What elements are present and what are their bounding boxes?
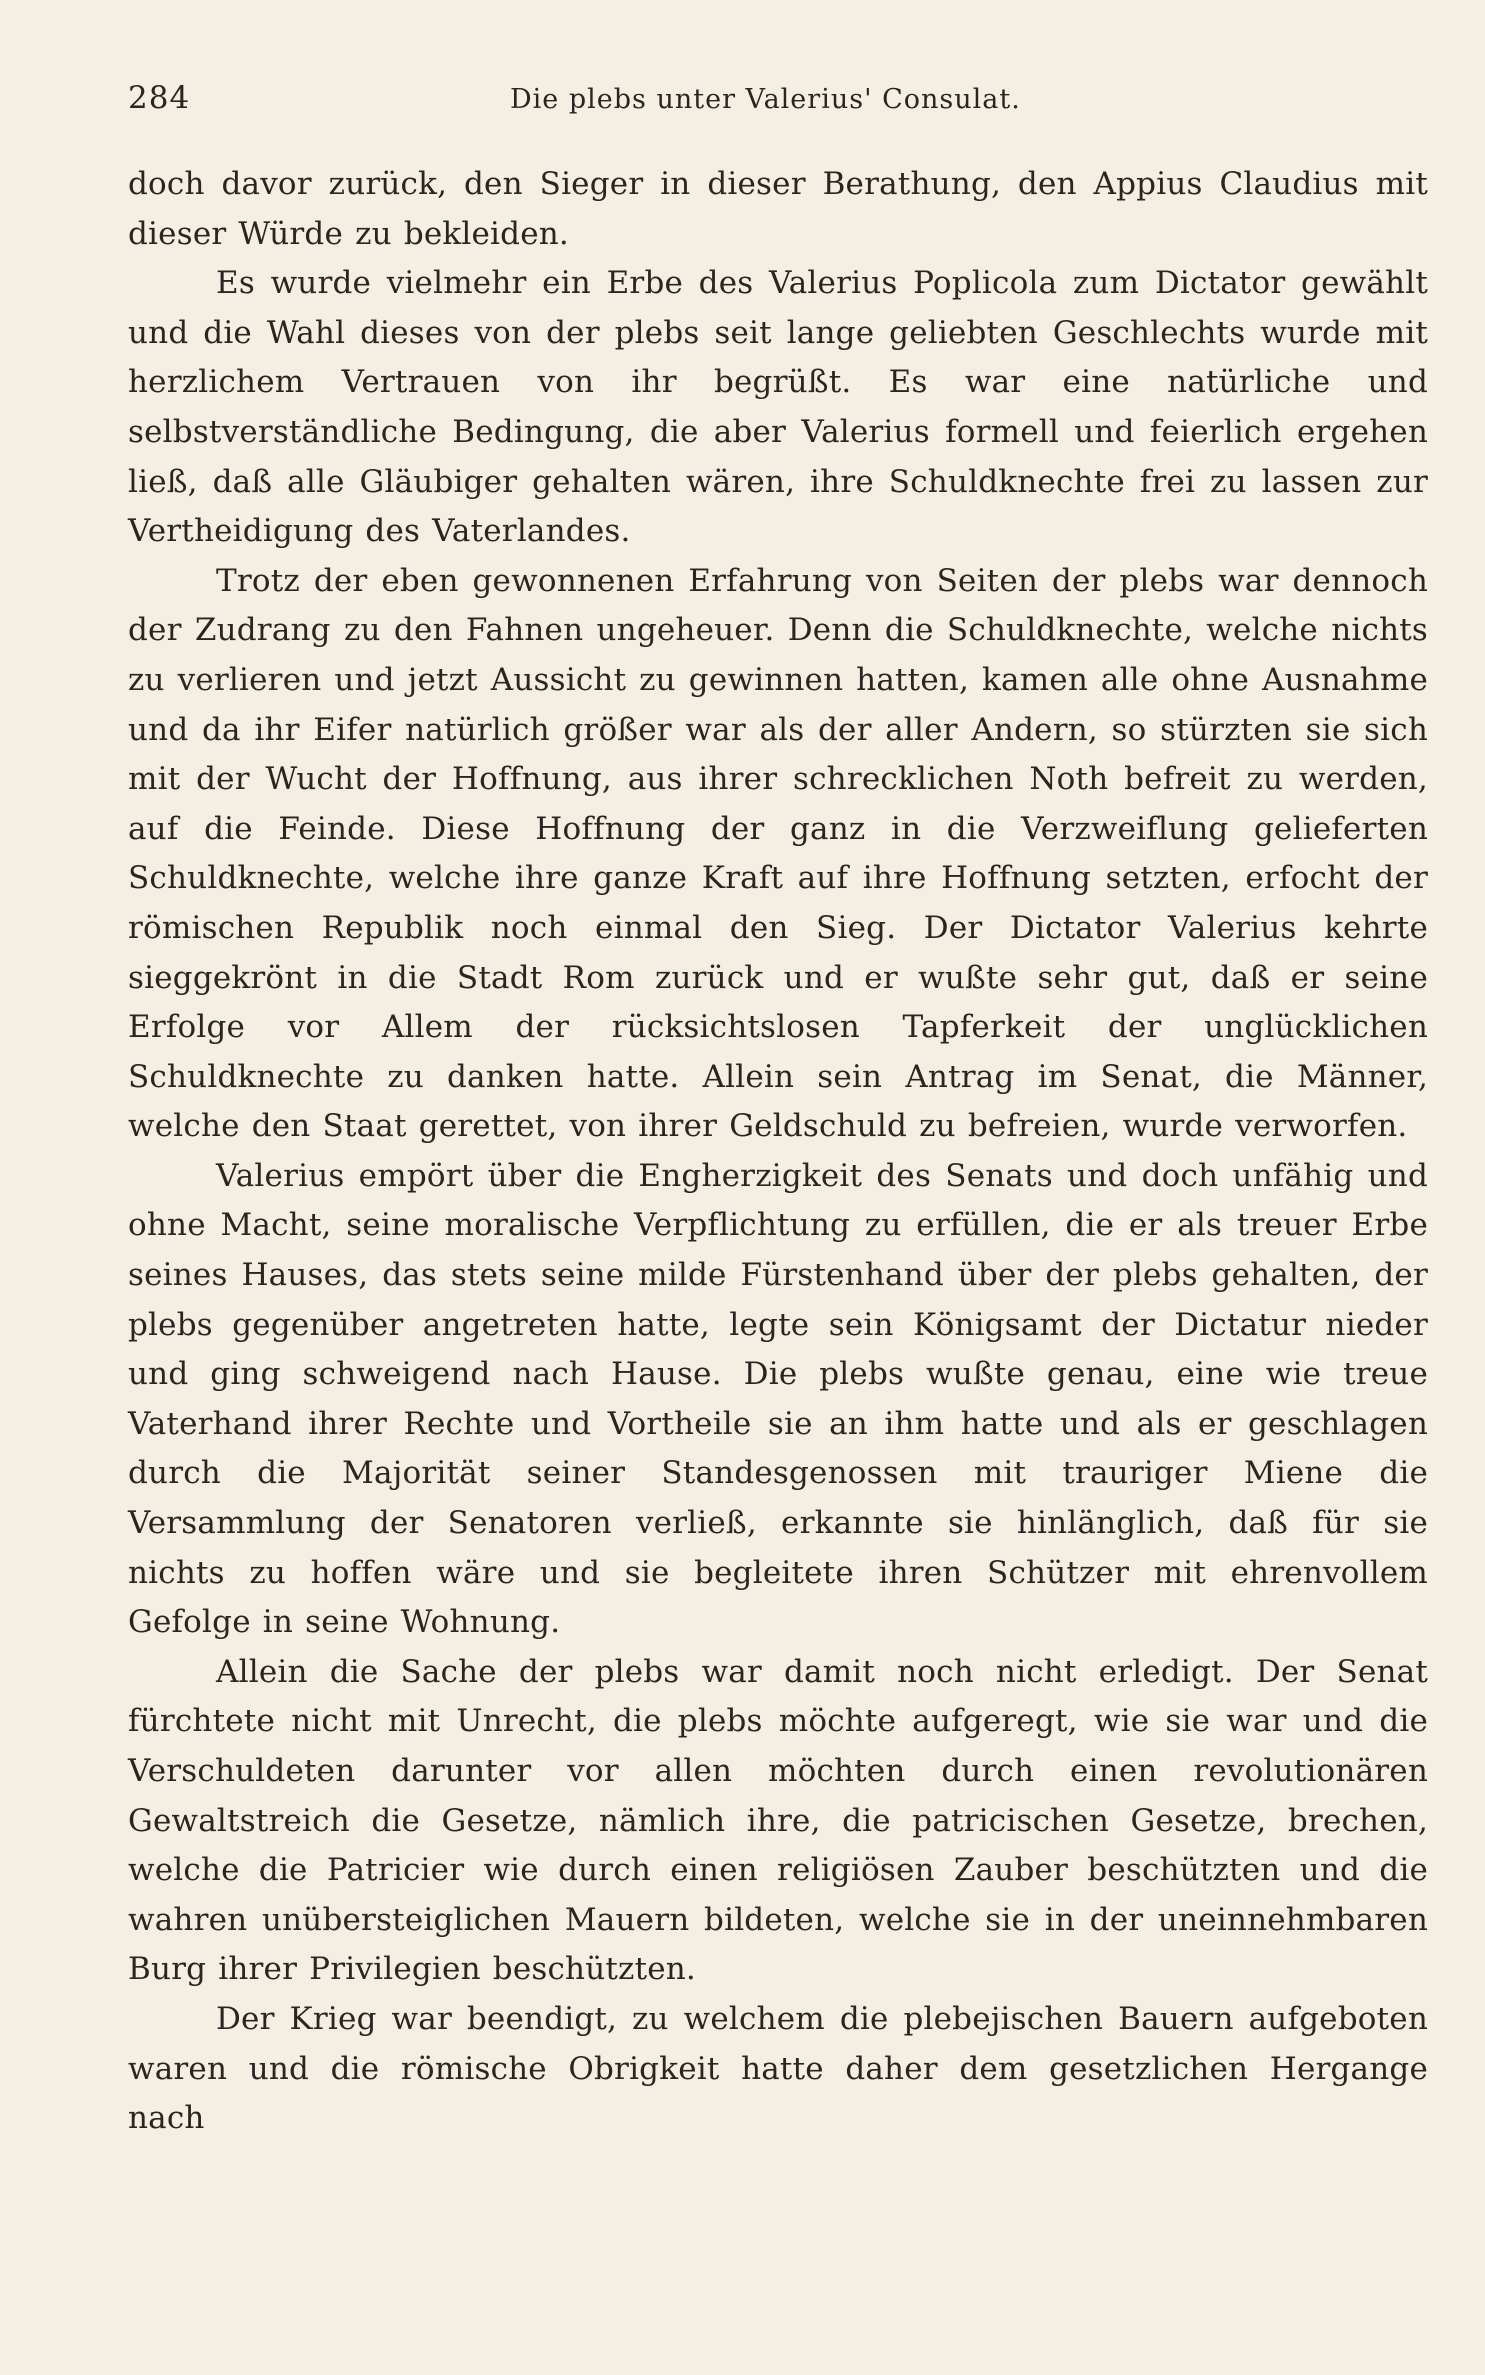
running-head — [128, 80, 1428, 130]
body-text — [128, 160, 1428, 2144]
paragraph: Allein die Sache der plebs war damit noch nicht erledigt. Der Senat fürchtete nicht mit Unrecht, die plebs möchte aufgeregt, wie sie war und die Verschuldeten darunter vor allen möchten durch einen revolutionären Gewaltstreich die Gesetze, nämlich ihre, die patricischen Gesetze, brechen, welche die Patricier wie durch einen religiösen Zauber beschützten und die wahren unübersteiglichen Mauern bildeten, welche sie in der uneinnehmbaren Burg ihrer Privilegien beschützten. — [128, 1653, 1428, 1988]
paragraph: Trotz der eben gewonnenen Erfahrung von Seiten der plebs war dennoch der Zudrang zu den Fahnen ungeheuer. Denn die Schuldknechte, welche nichts zu verlieren und jetzt Aussicht zu gewinnen hatten, kamen alle ohne Ausnahme und da ihr Eifer natürlich größer war als der aller Andern, so stürzten sie sich mit der Wucht der Hoffnung, aus ihrer schrecklichen Noth befreit zu werden, auf die Feinde. Diese Hoffnung der ganz in die Verzweiflung gelieferten Schuldknechte, welche ihre ganze Kraft auf ihre Hoffnung setzten, erfocht der römischen Republik noch einmal den Sieg. Der Dictator Valerius kehrte sieggekrönt in die Stadt Rom zurück und er wußte sehr gut, daß er seine Erfolge vor Allem der rücksichtslosen Tapferkeit der unglücklichen Schuldknechte zu danken hatte. Allein sein Antrag im Senat, die Männer, welche den Staat gerettet, von ihrer Geldschuld zu befreien, wurde verworfen. — [128, 562, 1428, 1145]
paragraph: Valerius empört über die Engherzigkeit des Senats und doch unfähig und ohne Macht, seine moralische Verpflichtung zu erfüllen, die er als treuer Erbe seines Hauses, das stets seine milde Fürstenhand über der plebs gehalten, der plebs gegenüber angetreten hatte, legte sein Königsamt der Dictatur nieder und ging schweigend nach Hause. Die plebs wußte genau, eine wie treue Vaterhand ihrer Rechte und Vortheile sie an ihm hatte und als er geschlagen durch die Majorität seiner Standesgenossen mit trauriger Miene die Versammlung der Senatoren verließ, erkannte sie hinlänglich, daß für sie nichts zu hoffen wäre und sie begleitete ihren Schützer mit ehrenvollem Gefolge in seine Wohnung. — [128, 1157, 1428, 1641]
paragraph: Der Krieg war beendigt, zu welchem die plebejischen Bauern aufgeboten waren und die römische Obrigkeit hatte daher dem gesetzlichen Hergange nach — [128, 2000, 1428, 2137]
page-number: 284 — [128, 80, 191, 116]
running-title: Die plebs unter Valerius' Consulat. — [510, 84, 1021, 115]
paragraph: Es wurde vielmehr ein Erbe des Valerius Poplicola zum Dictator gewählt und die Wahl dieses von der plebs seit lange geliebten Geschlechts wurde mit herzlichem Vertrauen von ihr begrüßt. Es war eine natürliche und selbstverständliche Bedingung, die aber Valerius formell und feierlich ergehen ließ, daß alle Gläubiger gehalten wären, ihre Schuldknechte frei zu lassen zur Vertheidigung des Vaterlandes. — [128, 265, 1428, 550]
paragraph: doch davor zurück, den Sieger in dieser Berathung, den Appius Claudius mit dieser Würde zu bekleiden. — [128, 166, 1428, 252]
book-page — [128, 80, 1428, 2144]
